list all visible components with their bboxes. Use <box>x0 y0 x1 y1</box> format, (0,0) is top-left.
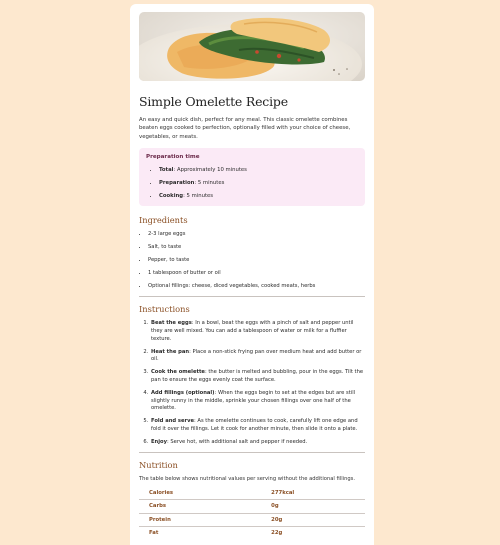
list-item: • Pepper, to taste <box>148 257 365 264</box>
nutrient-name: Fat <box>149 530 159 537</box>
instruction-step: 6. Enjoy: Serve hot, with additional salt and pepper if needed. <box>150 439 365 447</box>
prep-item-total: • Total: Approximately 10 minutes <box>159 167 357 174</box>
nutrient-value: 20g <box>269 513 365 527</box>
preparation-time-heading: Preparation time <box>146 154 200 161</box>
nutrition-table <box>139 487 365 540</box>
nutrient-name: Carbs <box>139 500 269 514</box>
nutrient-name: Protein <box>139 513 269 527</box>
ingredients-heading: Ingredients <box>139 215 188 226</box>
prep-item-cooking: • Cooking: 5 minutes <box>159 193 357 200</box>
instruction-step: 3. Cook the omelette: the butter is melted and bubbling, pour in the eggs. Tilt the pan to ensure the eggs evenly coat the surface. <box>150 369 365 385</box>
instruction-step: 5. Fold and serve: As the omelette continues to cook, carefully lift one edge and fold it over the fillings. Let it cook for another minute, then slide it onto a plate. <box>150 418 365 434</box>
table-row <box>139 500 365 514</box>
instructions-list <box>139 320 365 446</box>
nutrient-value: 0g <box>269 500 365 514</box>
nutrient-value: 22g <box>271 530 283 537</box>
instructions-heading: Instructions <box>139 304 190 315</box>
list-item: • 2-3 large eggs <box>148 231 365 238</box>
recipe-intro: An easy and quick dish, perfect for any meal. This classic omelette combines beaten eggs cooked to perfection, optionally filled with your choice of cheese, vegetables, or meats. <box>139 117 351 140</box>
nutrient-value: 277kcal <box>269 487 365 500</box>
page-title: Simple Omelette Recipe <box>139 94 288 109</box>
nutrition-heading: Nutrition <box>139 459 178 470</box>
instruction-step: 4. Add fillings (optional): When the eggs begin to set at the edges but are still slightly runny in the middle, sprinkle your chosen fillings over one half of the omelette. <box>150 390 365 413</box>
ingredients-list <box>139 231 365 290</box>
divider <box>139 296 365 297</box>
prep-item-preparation: • Preparation: 5 minutes <box>159 180 357 187</box>
divider <box>139 452 365 453</box>
preparation-time-box <box>139 148 365 206</box>
recipe-card <box>130 4 374 545</box>
instruction-step: 1. Beat the eggs: In a bowl, beat the eggs with a pinch of salt and pepper until they are well mixed. You can add a tablespoon of water or milk for a fluffier texture. <box>150 320 365 343</box>
omelette-photo <box>139 12 365 81</box>
table-row <box>139 513 365 527</box>
table-row <box>139 527 365 540</box>
list-item: • Salt, to taste <box>148 244 365 251</box>
nutrition-intro: The table below shows nutritional values per serving without the additional fillings. <box>139 475 356 482</box>
table-row <box>139 487 365 500</box>
list-item: • 1 tablespoon of butter or oil <box>148 270 365 277</box>
list-item: • Optional fillings: cheese, diced vegetables, cooked meats, herbs <box>148 283 365 290</box>
instruction-step: 2. Heat the pan: Place a non-stick frying pan over medium heat and add butter or oil. <box>150 349 365 365</box>
nutrient-name: Calories <box>139 487 269 500</box>
